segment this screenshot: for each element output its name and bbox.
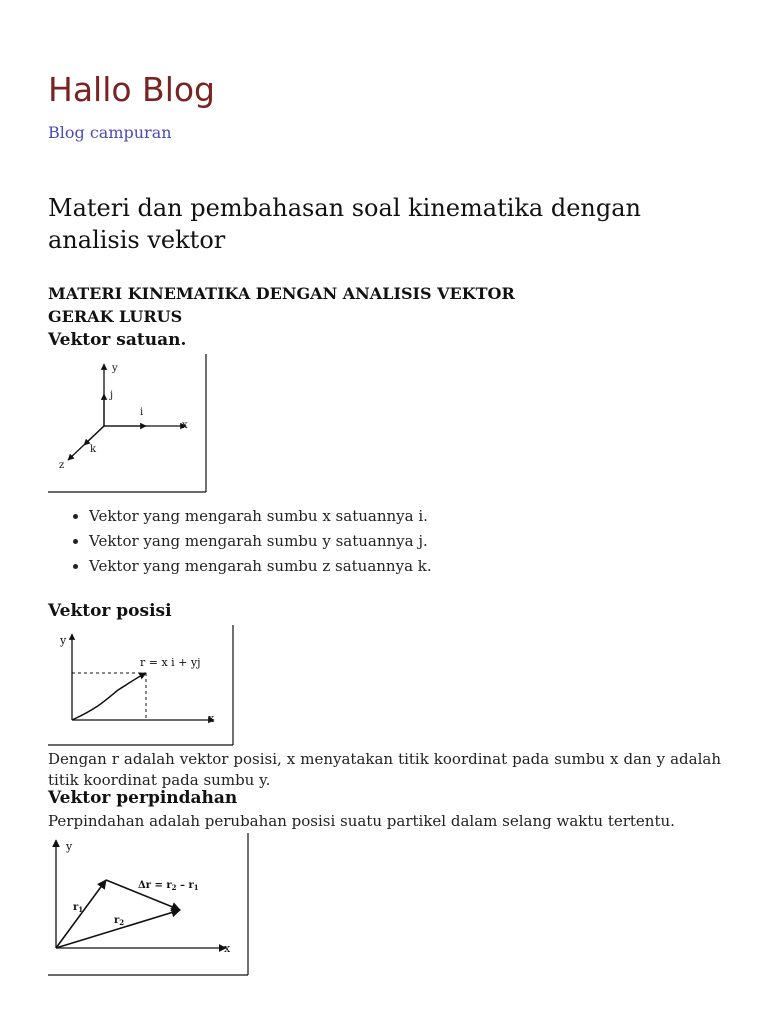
unit-vector-list xyxy=(48,504,432,579)
list-item: • Vektor yang mengarah sumbu x satuannya i. xyxy=(89,504,432,529)
k-vector xyxy=(84,426,104,445)
displacement-vector-figure xyxy=(48,832,252,978)
displacement-description: Perpindahan adalah perubahan posisi suatu partikel dalam selang waktu tertentu. xyxy=(48,812,675,830)
r-equation-label: r = x i + yj xyxy=(140,656,201,669)
i-label: i xyxy=(140,407,144,418)
z-label: z xyxy=(59,460,65,471)
j-label: j xyxy=(110,390,114,401)
heading-gerak-lurus: GERAK LURUS xyxy=(48,307,183,326)
blog-title[interactable]: Hallo Blog xyxy=(48,70,215,109)
list-item: • Vektor yang mengarah sumbu y satuannya j. xyxy=(89,529,432,554)
y-label: y xyxy=(60,634,67,647)
heading-vektor-perpindahan: Vektor perpindahan xyxy=(48,788,238,808)
position-vector-figure xyxy=(48,624,238,748)
blog-subtitle: Blog campuran xyxy=(48,123,172,142)
y-label: y xyxy=(66,840,73,853)
heading-materi: MATERI KINEMATIKA DENGAN ANALISIS VEKTOR xyxy=(48,284,515,303)
delta-r-equation-label: $\Delta r = r_2 - r_1$ xyxy=(138,880,199,892)
position-vector-r xyxy=(72,673,146,720)
x-label: x xyxy=(224,942,231,955)
post-title: Materi dan pembahasan soal kinematika dengan analisis vektor xyxy=(48,194,642,254)
heading-vektor-posisi: Vektor posisi xyxy=(48,601,172,621)
r1-label: $r_1$ xyxy=(73,902,84,914)
position-vector-description: Dengan r adalah vektor posisi, x menyatakan titik koordinat pada sumbu x dan y adalah titik koordinat pada sumbu y. xyxy=(48,750,721,789)
x-label: x xyxy=(208,712,215,725)
list-item: • Vektor yang mengarah sumbu z satuannya k. xyxy=(89,554,432,579)
x-label: x xyxy=(182,420,188,431)
r2-label: $r_2$ xyxy=(114,915,125,927)
heading-vektor-satuan: Vektor satuan. xyxy=(48,330,187,350)
r1-vector xyxy=(56,880,106,948)
unit-vector-figure xyxy=(48,352,210,494)
k-label: k xyxy=(90,444,97,455)
y-label: y xyxy=(112,363,118,374)
